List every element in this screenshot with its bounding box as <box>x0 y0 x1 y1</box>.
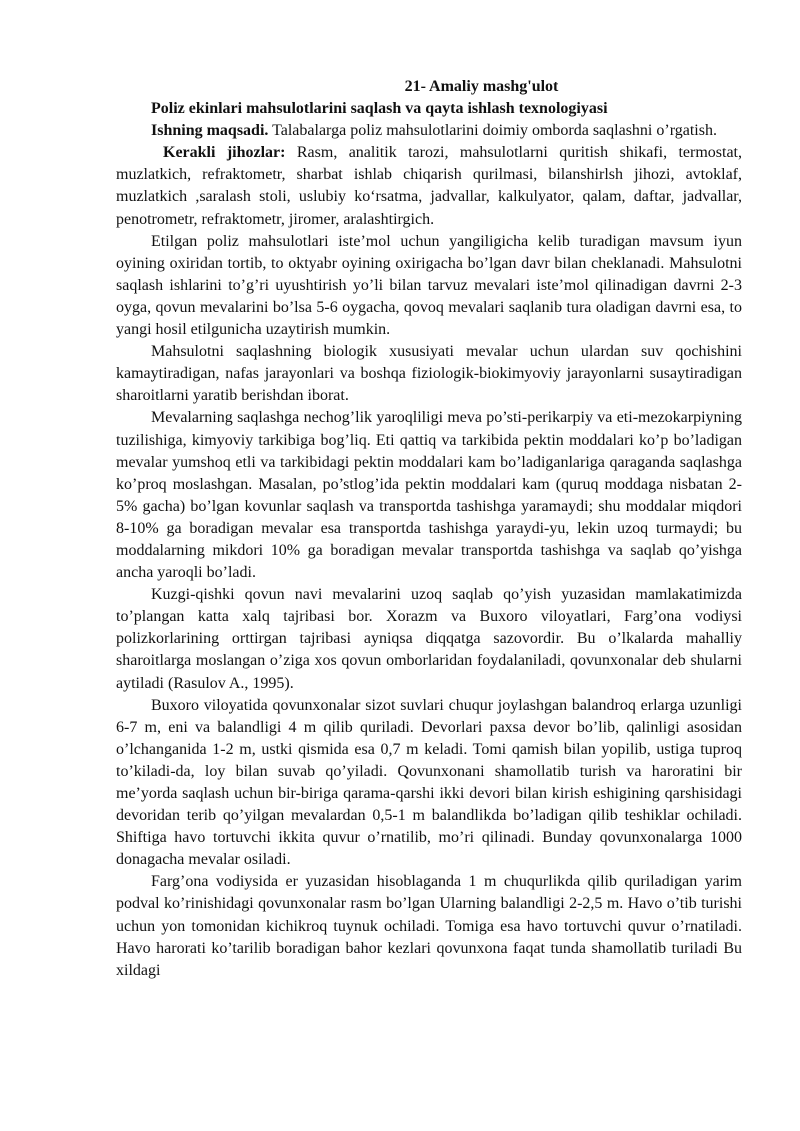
body-paragraph: Mahsulotni saqlashning biologik xususiyati mevalar uchun ulardan suv qochishini kamaytiradigan, nafas jarayonlari va boshqa fiziologik-biokimyoviy jarayonlarni susaytiradigan sharoitlarni yaratib berishdan iborat. <box>116 343 742 405</box>
purpose-paragraph <box>116 120 742 142</box>
purpose-text: Talabalarga poliz mahsulotlarini doimiy omborda saqlashni o’rgatish. <box>268 122 717 140</box>
equipment-text: Rasm, analitik tarozi, mahsulotlarni quritish shikafi, termostat, muzlatkich, refraktometr, sharbat ishlab chiqarish qurilmasi, bilanshirlsh jihozi, avtoklaf, muzlatkich ,saralash stoli, uslubiy ko‘rsatma, jadvallar, kalkulyator, qalam, daftar, jadvallar, penotrometr, refraktometr, jiromer, aralashtirgich. <box>116 144 743 228</box>
document-page <box>116 76 742 982</box>
body-paragraph: Mevalarning saqlashga nechog’lik yaroqliligi meva po’sti-perikarpiy va eti-mezokarpiyning tuzilishiga, kimyoviy tarkibiga bog’liq. Eti qattiq va tarkibida pektin moddalari ko’p bo’ladigan mevalar yumshoq etli va tarkibidagi pektin moddalari kam bo’ladiganlariga qaraganda saqlashga ko’proq moslashgan. Masalan, po’stlog’ida pektin moddalari kam (quruq moddaga nisbatan 2-5% gacha) bo’lgan kovunlar saqlash va transportda tashishga yaramaydi; shu moddalar miqdori 8-10% ga boradigan mevalar esa transportda tashishga yaraydi-yu, lekin uzoq turmaydi; bu moddalarning mikdori 10% ga boradigan mevalar transportda tashishga va saqlab qo’yishga ancha yaroqli bo’ladi. <box>116 409 742 582</box>
page-title: 21- Amaliy mashg'ulot <box>404 78 559 95</box>
page-subtitle: Poliz ekinlari mahsulotlarini saqlash va qayta ishlash texnologiyasi <box>151 100 608 118</box>
purpose-label: Ishning maqsadi. <box>151 122 269 140</box>
equipment-paragraph <box>116 142 742 230</box>
body-paragraph: Kuzgi-qishki qovun navi mevalarini uzoq saqlab qo’yish yuzasidan mamlakatimizda to’plangan katta xalq tajribasi bor. Xorazm va Buxoro viloyatlari, Farg’ona vodiysi polizkorlarining orttirgan tajribasi ayniqsa diqqatga sazovordir. Bu o’lkalarda mahalliy sharoitlarga moslangan o’ziga xos qovun omborlaridan foydalaniladi, qovunxonalar deb shularni aytiladi (Rasulov A., 1995). <box>116 586 742 692</box>
body-paragraph: Farg’ona vodiysida er yuzasidan hisoblaganda 1 m chuqurlikda qilib quriladigan yarim podval ko’rinishidagi qovunxonalar rasm bo’lgan Ularning balandligi 2-2,5 m. Havo o’tib turishi uchun yon tomonidan kichikroq tuynuk ochiladi. Tomiga esa havo tortuvchi quvur o’rnatiladi. Havo harorati ko’tarilib boradigan bahor kezlari qovunxona faqat tunda shamollatib turiladi Bu xildagi <box>116 873 742 979</box>
body-paragraph: Etilgan poliz mahsulotlari iste’mol uchun yangiligicha kelib turadigan mavsum iyun oyining oxiridan tortib, to oktyabr oyining oxirigacha bo’lgan davr bilan cheklanadi. Mahsulotni saqlash ishlarini to’g’ri uyushtirish yo’li bilan tarvuz mevalari iste’mol qilinadigan davrni 2-3 oyga, qovun mevalarini bo’lsa 5-6 oygacha, qovoq mevalari saqlanib tura oladigan davrni esa, to yangi hosil etilgunicha uzaytirish mumkin. <box>116 232 742 339</box>
equipment-label: Kerakli jihozlar: <box>163 144 286 162</box>
body-paragraph: Buxoro viloyatida qovunxonalar sizot suvlari chuqur joylashgan balandroq erlarga uzunligi 6-7 m, eni va balandligi 4 m qilib quriladi. Devorlari paxsa devor bo’lib, qalinligi asosidan o’lchanganida 1-2 m, ustki qismida esa 0,7 m keladi. Tomi qamish bilan yopilib, ustiga tuproq to’kiladi-da, loy bilan suvab qo’yiladi. Qovunxonani shamollatib turish va haroratini bir me’yorda saqlash uchun bir-biriga qarama-qarshi ikki devori bilan kirish eshigining qarshisidagi devoridan terib qo’yilgan mevalardan 0,5-1 m balandlikda bo’ladigan qilib teshiklar ochiladi. Shiftiga havo tortuvchi ikkita quvur o’rnatilib, mo’ri qilinadi. Bunday qovunxonalarga 1000 donagacha mevalar osiladi. <box>116 696 742 869</box>
